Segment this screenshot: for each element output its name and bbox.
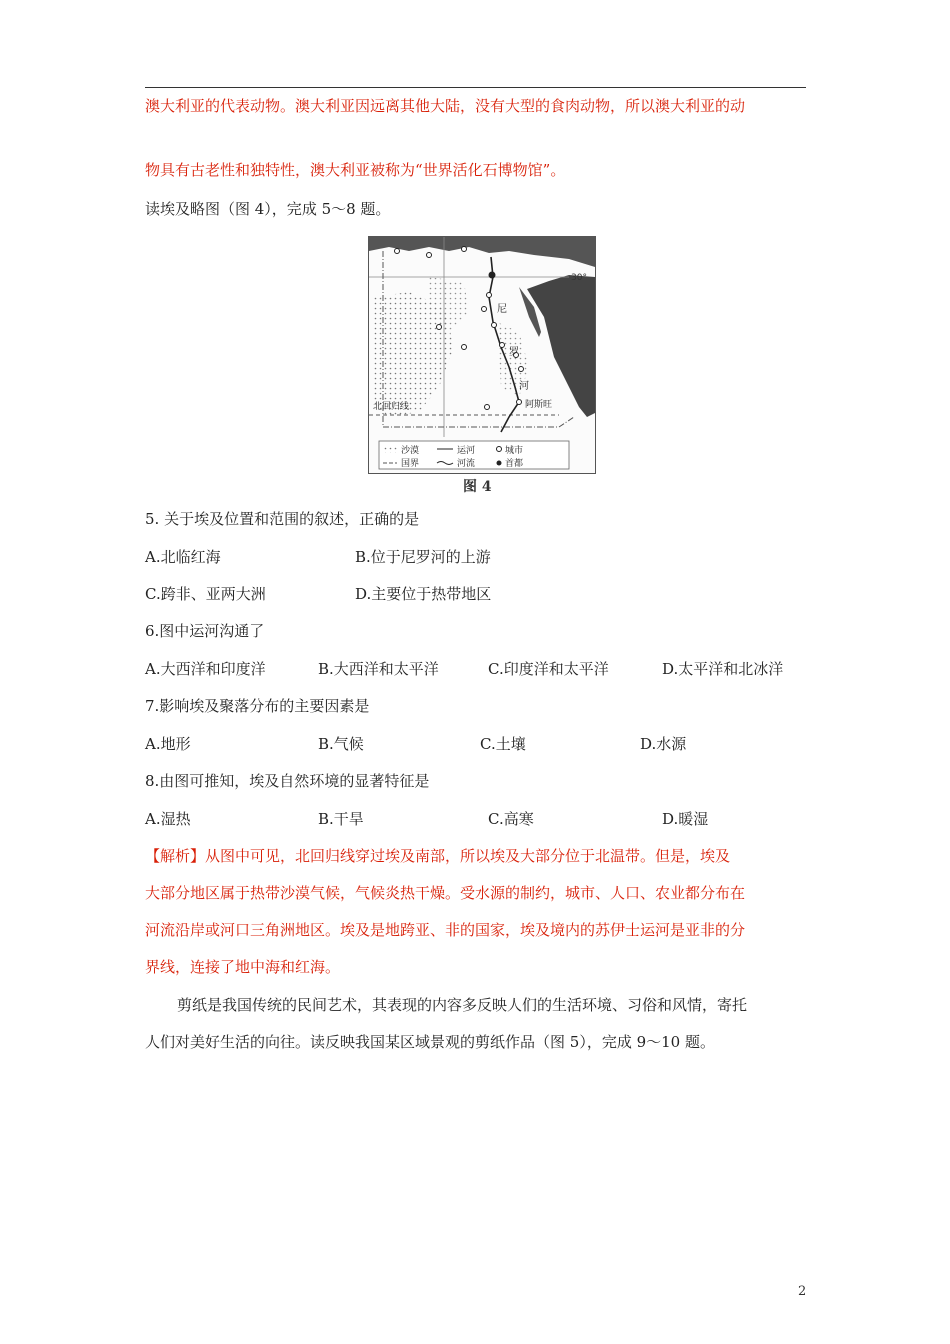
question-7-option-c[interactable]: C.土壤: [480, 735, 526, 753]
question-6-stem: 6.图中运河沟通了: [145, 622, 265, 640]
egypt-map-figure: [368, 236, 596, 474]
question-5-option-a[interactable]: A.北临红海: [145, 548, 221, 566]
question-8-stem: 8.由图可推知，埃及自然环境的显著特征是: [145, 772, 430, 790]
paper-cut-line-1: 剪纸是我国传统的民间艺术，其表现的内容多反映人们的生活环境、习俗和风情，寄托: [177, 996, 748, 1014]
legend-border-label: 国界: [401, 459, 420, 469]
question-5-option-c[interactable]: C.跨非、亚两大洲: [145, 585, 266, 603]
tropic-label: 北回归线: [373, 402, 410, 412]
question-7-option-d[interactable]: D.水源: [640, 735, 687, 753]
city-marker: [487, 293, 492, 298]
question-5-stem: 5. 关于埃及位置和范围的叙述，正确的是: [145, 510, 420, 528]
analysis-line-1-text: 从图中可见，北回归线穿过埃及南部，所以埃及大部分位于北温带。但是，埃及: [205, 847, 731, 865]
question-6-option-c[interactable]: C.印度洋和太平洋: [488, 660, 609, 678]
legend-city-swatch: [497, 447, 502, 452]
legend-capital-swatch: [497, 461, 502, 466]
page-number: 2: [798, 1284, 807, 1299]
legend-desert-swatch: [383, 445, 397, 453]
question-6-option-d[interactable]: D.太平洋和北冰洋: [662, 660, 784, 678]
paper-cut-line-2: 人们对美好生活的向往。读反映我国某区域景观的剪纸作品（图 5），完成 9～10 题。: [145, 1033, 715, 1051]
legend-river-label: 河流: [457, 459, 476, 469]
city-marker: [485, 405, 490, 410]
question-6-option-b[interactable]: B.大西洋和太平洋: [318, 660, 439, 678]
city-marker: [437, 325, 442, 330]
question-8-option-a[interactable]: A.湿热: [145, 810, 191, 828]
legend-capital-label: 首都: [505, 459, 524, 469]
city-marker: [482, 307, 487, 312]
intro-text: 读埃及略图（图 4），完成 5～8 题。: [145, 200, 391, 218]
analysis-line-3: 河流沿岸或河口三角洲地区。埃及是地跨亚、非的国家，埃及境内的苏伊士运河是亚非的分: [145, 921, 746, 939]
question-8-option-d[interactable]: D.暖湿: [662, 810, 709, 828]
mediterranean-sea: [369, 237, 595, 267]
city-marker: [517, 400, 522, 405]
lat-label: 30°: [571, 273, 587, 283]
city-label-aswan: 阿斯旺: [525, 400, 553, 410]
question-7-option-a[interactable]: A.地形: [145, 735, 191, 753]
nile-label-1: 尼: [497, 304, 507, 315]
question-7-stem: 7.影响埃及聚落分布的主要因素是: [145, 697, 370, 715]
legend-desert-label: 沙漠: [401, 446, 420, 456]
analysis-tag: 【解析】: [145, 847, 206, 865]
top-paragraph-line-1: 澳大利亚的代表动物。澳大利亚因远离其他大陆，没有大型的食肉动物，所以澳大利亚的动: [145, 97, 746, 115]
top-paragraph-line-2: 物具有古老性和独特性，澳大利亚被称为“世界活化石博物馆”。: [145, 161, 566, 179]
city-marker: [462, 247, 467, 252]
city-marker: [395, 249, 400, 254]
nile-label-2: 罗: [509, 347, 519, 358]
nile-label-3: 河: [519, 381, 529, 392]
red-sea: [527, 275, 595, 417]
city-marker: [500, 343, 505, 348]
city-marker: [519, 367, 524, 372]
question-5-option-b[interactable]: B.位于尼罗河的上游: [355, 548, 491, 566]
city-marker: [492, 323, 497, 328]
analysis-line-2: 大部分地区属于热带沙漠气候，气候炎热干燥。受水源的制约，城市、人口、农业都分布在: [145, 884, 746, 902]
capital-marker: [489, 272, 495, 278]
question-6-option-a[interactable]: A.大西洋和印度洋: [145, 660, 266, 678]
question-7-option-b[interactable]: B.气候: [318, 735, 364, 753]
question-5-option-d[interactable]: D.主要位于热带地区: [355, 585, 492, 603]
question-8-option-c[interactable]: C.高寒: [488, 810, 534, 828]
city-marker: [427, 253, 432, 258]
legend-city-label: 城市: [505, 446, 524, 456]
header-rule: [145, 87, 806, 88]
legend-canal-label: 运河: [457, 446, 476, 456]
figure-caption: 图 4: [463, 479, 492, 495]
question-8-option-b[interactable]: B.干旱: [318, 810, 364, 828]
analysis-line-1: [145, 845, 730, 867]
analysis-line-4: 界线，连接了地中海和红海。: [145, 958, 341, 976]
city-marker: [462, 345, 467, 350]
